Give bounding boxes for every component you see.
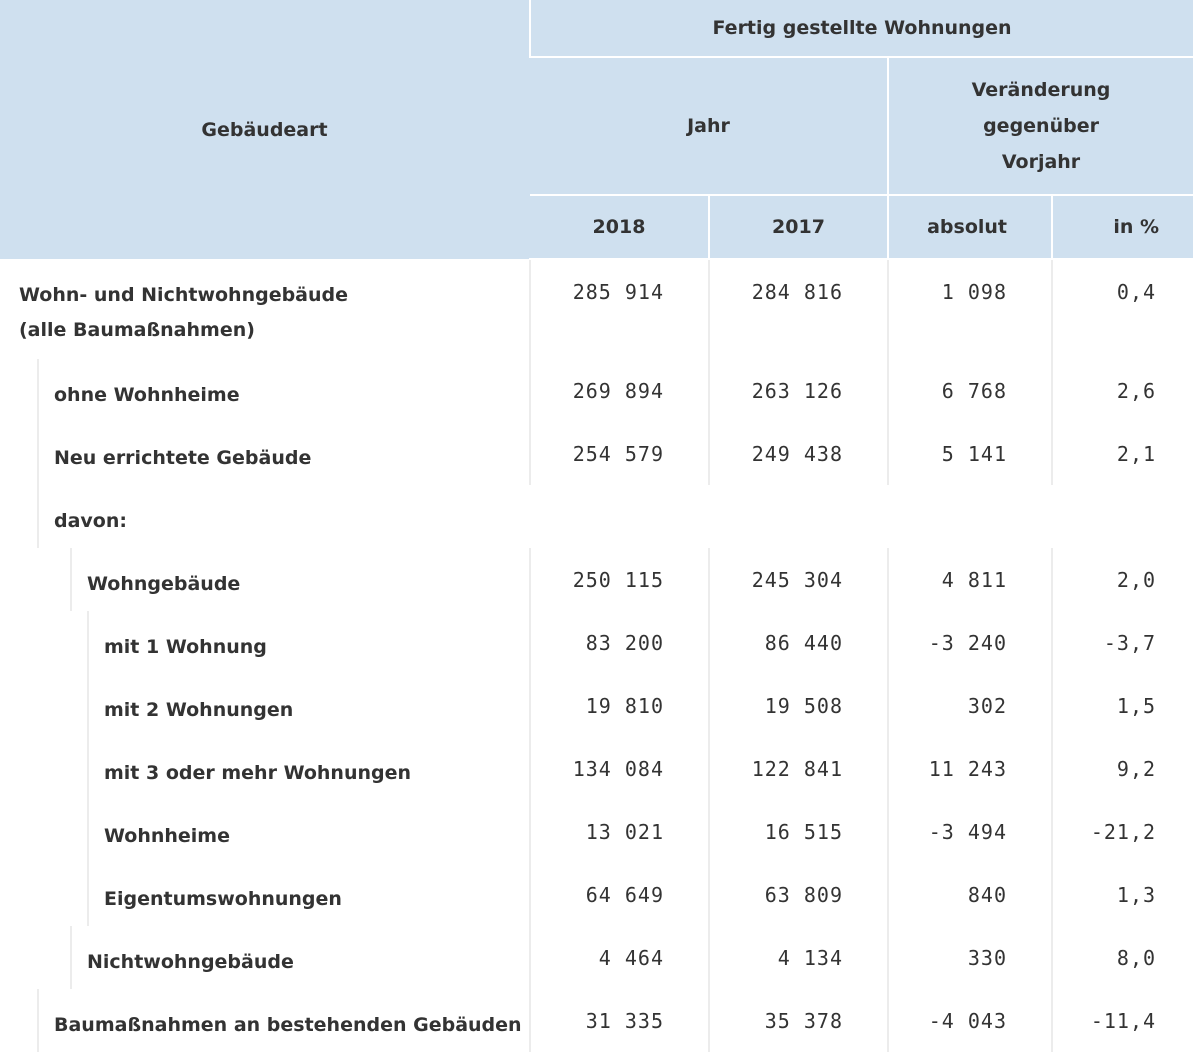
value-2018: 250 115 <box>530 548 709 611</box>
table-row <box>0 674 1193 737</box>
row-label-sub: (alle Baumaßnahmen) <box>19 319 255 341</box>
row-label: mit 3 oder mehr Wohnungen <box>104 762 412 784</box>
indent-line <box>87 863 89 926</box>
value-absolut: 330 <box>888 926 1052 989</box>
value-percent: 2,0 <box>1052 548 1193 611</box>
header-group-title: Fertig gestellte Wohnungen <box>530 0 1193 57</box>
row-label-cell <box>0 989 530 1052</box>
value-2017: 63 809 <box>709 863 888 926</box>
table-row <box>0 259 1193 359</box>
value-absolut: 4 811 <box>888 548 1052 611</box>
value-percent: 2,1 <box>1052 422 1193 485</box>
value-absolut: 302 <box>888 674 1052 737</box>
header-change-line1: Veränderung <box>971 79 1111 101</box>
value-percent: 0,4 <box>1052 259 1193 359</box>
table-row <box>0 989 1193 1052</box>
header-year-group: Jahr <box>530 57 888 195</box>
row-label-cell <box>0 359 530 422</box>
indent-line <box>70 548 72 611</box>
value-percent: 9,2 <box>1052 737 1193 800</box>
value-absolut: -4 043 <box>888 989 1052 1052</box>
header-change-line3: Vorjahr <box>1001 151 1081 173</box>
row-label-cell <box>0 674 530 737</box>
value-2017: 16 515 <box>709 800 888 863</box>
table-header <box>0 0 1193 259</box>
value-2017: 122 841 <box>709 737 888 800</box>
table-row <box>0 800 1193 863</box>
value-2017: 263 126 <box>709 359 888 422</box>
row-label-cell <box>0 548 530 611</box>
empty-cell <box>530 485 1193 548</box>
row-label-cell <box>0 485 530 548</box>
table-row <box>0 737 1193 800</box>
value-percent: 1,5 <box>1052 674 1193 737</box>
value-absolut: -3 240 <box>888 611 1052 674</box>
table-body <box>0 259 1193 1052</box>
header-change-group <box>888 57 1193 195</box>
value-2018: 13 021 <box>530 800 709 863</box>
value-2018: 285 914 <box>530 259 709 359</box>
value-absolut: 5 141 <box>888 422 1052 485</box>
table-row <box>0 863 1193 926</box>
row-label: mit 2 Wohnungen <box>104 699 294 721</box>
row-label-cell <box>0 611 530 674</box>
value-2018: 4 464 <box>530 926 709 989</box>
value-percent: -3,7 <box>1052 611 1193 674</box>
indent-line <box>87 800 89 863</box>
table-row <box>0 359 1193 422</box>
indent-line <box>37 989 39 1052</box>
row-label: Nichtwohngebäude <box>87 951 294 973</box>
row-label-cell <box>0 259 530 359</box>
header-col-2017: 2017 <box>709 195 888 259</box>
value-2017: 35 378 <box>709 989 888 1052</box>
indent-line <box>37 359 39 422</box>
table-row <box>0 611 1193 674</box>
value-absolut: 1 098 <box>888 259 1052 359</box>
row-label: Wohnheime <box>104 825 230 847</box>
table-row <box>0 422 1193 485</box>
indent-line <box>70 926 72 989</box>
header-gebaeudeart: Gebäudeart <box>0 0 530 259</box>
value-2017: 86 440 <box>709 611 888 674</box>
value-2018: 64 649 <box>530 863 709 926</box>
row-label: mit 1 Wohnung <box>104 636 267 658</box>
value-2018: 31 335 <box>530 989 709 1052</box>
value-absolut: 11 243 <box>888 737 1052 800</box>
header-change-line2: gegenüber <box>983 115 1099 137</box>
value-percent: 2,6 <box>1052 359 1193 422</box>
value-2018: 134 084 <box>530 737 709 800</box>
row-label: Eigentumswohnungen <box>104 888 342 910</box>
row-label-cell <box>0 926 530 989</box>
row-label: Baumaßnahmen an bestehenden Gebäuden <box>54 1014 522 1036</box>
value-absolut: -3 494 <box>888 800 1052 863</box>
header-col-2018: 2018 <box>530 195 709 259</box>
row-label-cell <box>0 422 530 485</box>
value-percent: 1,3 <box>1052 863 1193 926</box>
indent-line <box>87 674 89 737</box>
table-row <box>0 926 1193 989</box>
value-2018: 254 579 <box>530 422 709 485</box>
value-absolut: 6 768 <box>888 359 1052 422</box>
header-col-percent: in % <box>1052 195 1193 259</box>
value-2018: 83 200 <box>530 611 709 674</box>
value-percent: -21,2 <box>1052 800 1193 863</box>
row-label: davon: <box>54 510 127 532</box>
table-row <box>0 485 1193 548</box>
value-percent: 8,0 <box>1052 926 1193 989</box>
row-label: Wohn- und Nichtwohngebäude <box>19 284 349 306</box>
row-label: Wohngebäude <box>87 573 241 595</box>
value-2017: 249 438 <box>709 422 888 485</box>
indent-line <box>87 611 89 674</box>
value-2017: 4 134 <box>709 926 888 989</box>
value-2017: 19 508 <box>709 674 888 737</box>
value-percent: -11,4 <box>1052 989 1193 1052</box>
value-absolut: 840 <box>888 863 1052 926</box>
row-label: ohne Wohnheime <box>54 384 240 406</box>
value-2017: 245 304 <box>709 548 888 611</box>
row-label-cell <box>0 863 530 926</box>
indent-line <box>37 485 39 548</box>
value-2018: 269 894 <box>530 359 709 422</box>
header-col-absolut: absolut <box>888 195 1052 259</box>
row-label-cell <box>0 800 530 863</box>
table-row <box>0 548 1193 611</box>
value-2017: 284 816 <box>709 259 888 359</box>
value-2018: 19 810 <box>530 674 709 737</box>
row-label: Neu errichtete Gebäude <box>54 447 312 469</box>
indent-line <box>37 422 39 485</box>
row-label-cell <box>0 737 530 800</box>
indent-line <box>87 737 89 800</box>
